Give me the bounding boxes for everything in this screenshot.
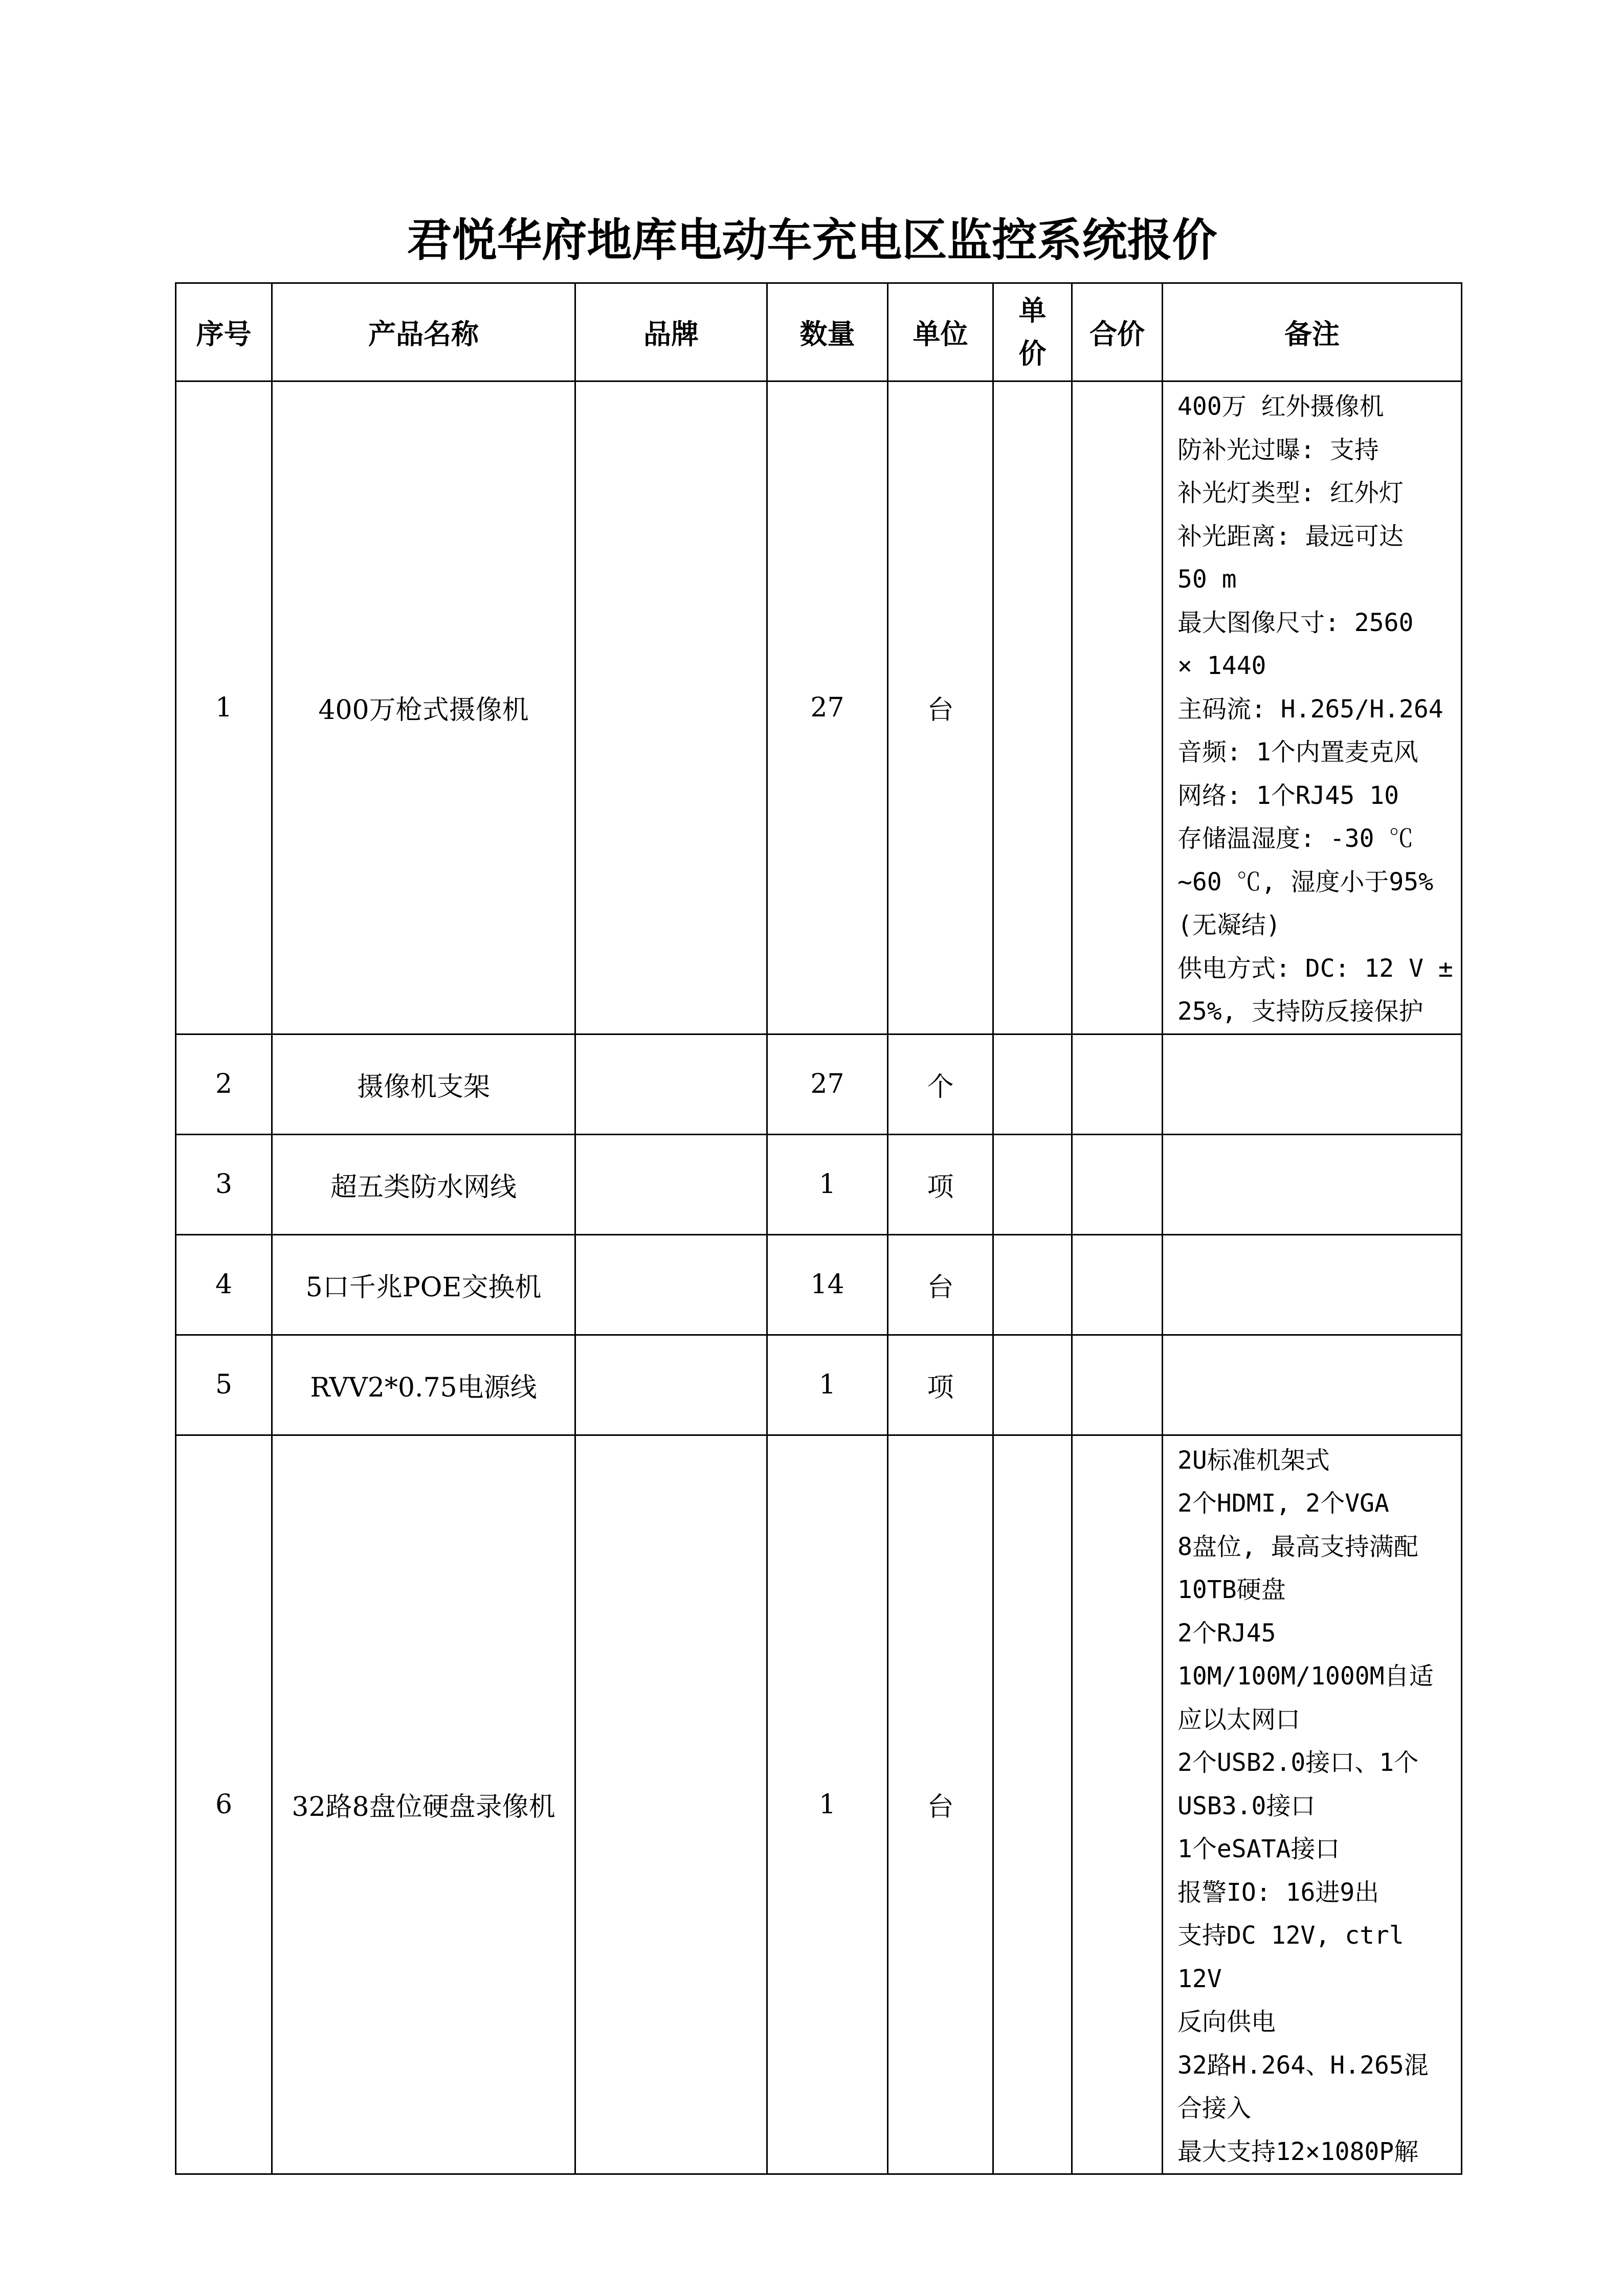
cell-qty: 27: [767, 1034, 888, 1134]
cell-qty: 1: [767, 1435, 888, 2174]
cell-total: [1072, 381, 1163, 1034]
cell-unit: 台: [888, 1234, 993, 1335]
cell-name: 400万枪式摄像机: [272, 381, 575, 1034]
table-row: [176, 1034, 1462, 1134]
cell-price: [993, 1335, 1072, 1435]
cell-unit: 台: [888, 1435, 993, 2174]
table-row: [176, 1435, 1462, 2174]
cell-note: [1163, 1134, 1462, 1234]
cell-unit: 台: [888, 381, 993, 1034]
cell-no: 6: [176, 1435, 272, 2174]
cell-brand: [575, 1034, 767, 1134]
cell-no: 2: [176, 1034, 272, 1134]
cell-name: 摄像机支架: [272, 1034, 575, 1134]
header-no: 序号: [176, 283, 272, 381]
cell-name: RVV2*0.75电源线: [272, 1335, 575, 1435]
header-name: 产品名称: [272, 283, 575, 381]
cell-note: [1163, 1234, 1462, 1335]
cell-brand: [575, 1134, 767, 1234]
cell-name: 超五类防水网线: [272, 1134, 575, 1234]
table-row: [176, 1335, 1462, 1435]
page-title: 君悦华府地库电动车充电区监控系统报价: [407, 214, 1217, 266]
cell-no: 5: [176, 1335, 272, 1435]
cell-total: [1072, 1435, 1163, 2174]
cell-qty: 1: [767, 1335, 888, 1435]
table-row: [176, 381, 1462, 1034]
cell-no: 4: [176, 1234, 272, 1335]
cell-no: 1: [176, 381, 272, 1034]
cell-unit: 个: [888, 1034, 993, 1134]
cell-name: 32路8盘位硬盘录像机: [272, 1435, 575, 2174]
table-row: [176, 1134, 1462, 1234]
cell-price: [993, 1134, 1072, 1234]
cell-brand: [575, 1234, 767, 1335]
header-row: [176, 283, 1462, 381]
header-total: 合价: [1072, 283, 1163, 381]
cell-total: [1072, 1335, 1163, 1435]
cell-qty: 14: [767, 1234, 888, 1335]
header-unit: 单位: [888, 283, 993, 381]
cell-total: [1072, 1034, 1163, 1134]
cell-total: [1072, 1134, 1163, 1234]
quote-table: [175, 282, 1462, 2175]
cell-brand: [575, 1435, 767, 2174]
cell-note: 400万 红外摄像机 防补光过曝: 支持 补光灯类型: 红外灯 补光距离: 最远可达 50 m 最大图像尺寸: 2560 × 1440 主码流: H.265/H.264 音频: 1个内置麦克风 网络: 1个RJ45 10 存储温湿度: -30 ℃ ~60 ℃, 湿度小于95% (无凝结) 供电方式: DC: 12 V ± 25%, 支持防反接保护: [1163, 381, 1462, 1034]
cell-price: [993, 1034, 1072, 1134]
header-price-label: 单 价: [1018, 294, 1047, 370]
cell-price: [993, 1234, 1072, 1335]
table-row: [176, 1234, 1462, 1335]
cell-brand: [575, 381, 767, 1034]
cell-no: 3: [176, 1134, 272, 1234]
cell-note: 2U标准机架式 2个HDMI, 2个VGA 8盘位, 最高支持满配 10TB硬盘 2个RJ45 10M/100M/1000M自适 应以太网口 2个USB2.0接口、1个 USB3.0接口 1个eSATA接口 报警IO: 16进9出 支持DC 12V, ctrl 12V 反向供电 32路H.264、H.265混 合接入 最大支持12×1080P解: [1163, 1435, 1462, 2174]
cell-qty: 1: [767, 1134, 888, 1234]
cell-price: [993, 381, 1072, 1034]
cell-total: [1072, 1234, 1163, 1335]
header-price: [993, 283, 1072, 381]
header-qty: 数量: [767, 283, 888, 381]
cell-note: [1163, 1335, 1462, 1435]
cell-note: [1163, 1034, 1462, 1134]
cell-name: 5口千兆POE交换机: [272, 1234, 575, 1335]
header-note: 备注: [1163, 283, 1462, 381]
cell-unit: 项: [888, 1335, 993, 1435]
cell-price: [993, 1435, 1072, 2174]
cell-qty: 27: [767, 381, 888, 1034]
cell-brand: [575, 1335, 767, 1435]
header-brand: 品牌: [575, 283, 767, 381]
cell-unit: 项: [888, 1134, 993, 1234]
